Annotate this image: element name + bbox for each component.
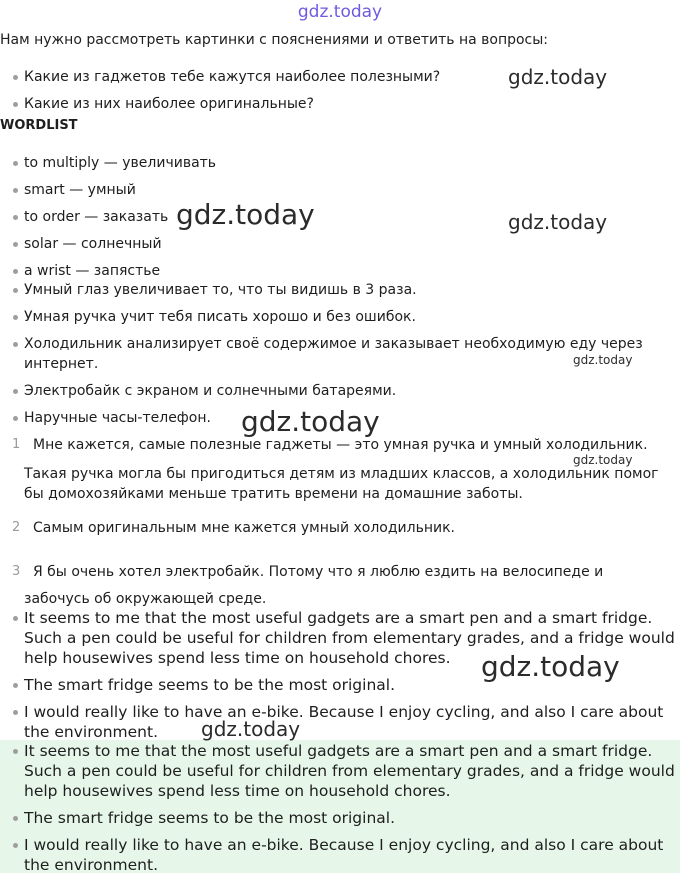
wordlist-title: WORDLIST	[0, 118, 78, 133]
answer-ru-3-line2: забочусь об окружающей среде.	[24, 591, 267, 607]
list-item: Какие из гаджетов тебе кажутся наиболее полезными?	[0, 67, 676, 87]
watermark: gdz.today	[201, 717, 301, 741]
answer-ru-1-line1: Мне кажется, самые полезные гаджеты — это умная ручка и умный холодильник.	[33, 437, 648, 453]
watermark: gdz.today	[481, 650, 620, 683]
list-item: I would really like to have an e-bike. Because I enjoy cycling, and also I care about the environment.	[0, 835, 676, 875]
list-item: It seems to me that the most useful gadgets are a smart pen and a smart fridge. Such a pen could be useful for children from elementary grades, and a fridge would help housewives spend less time on household chores.	[0, 608, 676, 668]
list-item: I would really like to have an e-bike. Because I enjoy cycling, and also I care about the environment.	[0, 702, 676, 742]
list-item: Холодильник анализирует своё содержимое и заказывает необходимую еду через интернет.	[0, 334, 676, 374]
list-item: solar — солнечный	[0, 234, 676, 254]
list-item: It seems to me that the most useful gadgets are a smart pen and a smart fridge. Such a pen could be useful for children from elementary grades, and a fridge would help housewives spend less time on household chores.	[0, 741, 676, 801]
watermark: gdz.today	[508, 65, 608, 89]
list-item: Умный глаз увеличивает то, что ты видишь в 3 раза.	[0, 280, 676, 300]
list-item: The smart fridge seems to be the most original.	[0, 808, 676, 828]
answer-number: 2	[12, 520, 21, 535]
watermark: gdz.today	[573, 353, 633, 367]
list-item: to order — заказать	[0, 207, 676, 227]
list-item: to multiply — увеличивать	[0, 153, 676, 173]
watermark: gdz.today	[176, 198, 315, 231]
list-item: a wrist — запястье	[0, 261, 676, 281]
list-item: Электробайк с экраном и солнечными батареями.	[0, 381, 676, 401]
watermark: gdz.today	[508, 210, 608, 234]
answer-ru-1-line2: Такая ручка могла бы пригодиться детям из младших классов, а холодильник помог бы домохозяйками меньше тратить времени на домашние заботы.	[24, 466, 659, 502]
instruction-text: Нам нужно рассмотреть картинки с пояснениями и ответить на вопросы:	[0, 32, 549, 48]
answer-ru-3-line1: Я бы очень хотел электробайк. Потому что я люблю ездить на велосипеде и	[33, 564, 604, 580]
watermark: gdz.today	[241, 405, 380, 438]
answer-ru-2: Самым оригинальным мне кажется умный холодильник.	[33, 520, 456, 536]
watermark-top: gdz.today	[297, 2, 383, 22]
answer-number: 3	[12, 564, 21, 579]
answers-en-highlighted	[0, 741, 676, 875]
list-item: Умная ручка учит тебя писать хорошо и без ошибок.	[0, 307, 676, 327]
answer-number: 1	[12, 437, 21, 452]
list-item: The smart fridge seems to be the most original.	[0, 675, 676, 695]
watermark: gdz.today	[573, 453, 633, 467]
list-item: Наручные часы-телефон.	[0, 408, 676, 428]
list-item: Какие из них наиболее оригинальные?	[0, 94, 676, 114]
list-item: smart — умный	[0, 180, 676, 200]
